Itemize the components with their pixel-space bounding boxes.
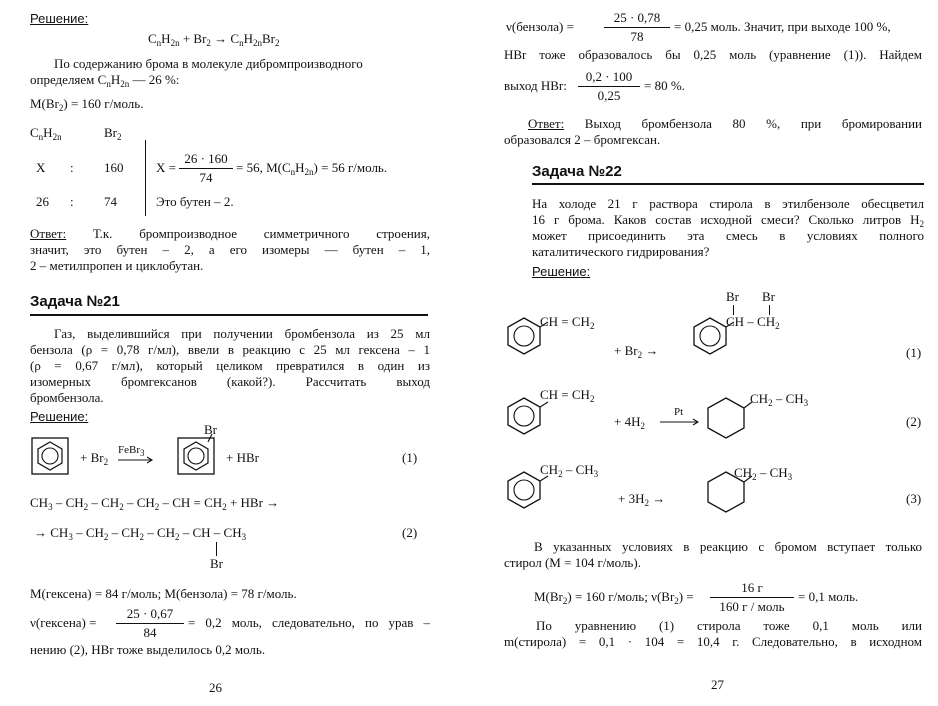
nu-hexene-line2: нению (2), HBr тоже выделилось 0,2 моль.: [30, 642, 266, 657]
page-number: 26: [209, 680, 222, 695]
bond-line: [216, 542, 217, 556]
cyclohexane-ring-icon: [702, 394, 750, 442]
hbr-line: HBr тоже образовалось бы 0,25 моль (уравнение (1)). Найдем: [504, 47, 922, 62]
mbr2-fraction: [710, 580, 794, 616]
equation-number: (3): [906, 491, 922, 506]
solution-label: Решение:: [30, 11, 89, 26]
title-underline: [532, 183, 924, 185]
task-text-line: может присоединить эта смесь в условиях полного: [532, 228, 924, 243]
eq2-line2: → $CH_3 - CH_2 - CH_2 - CH_2$ – CH – $CH_3$: [34, 525, 247, 542]
fraction-denominator: 84: [143, 625, 157, 640]
task-text-line: каталитического гидрирования?: [532, 244, 710, 259]
r3-reagent: + $3H_2$ →: [618, 491, 666, 508]
reaction-arrow-icon: [660, 418, 702, 426]
answer-label: Ответ:: [528, 116, 565, 131]
r1-substituent: CH = $CH_2$: [540, 314, 595, 331]
final-line: m(стирола) = 0,1 · 104 = 10,4 г. Следовательно, в исходном: [504, 634, 922, 649]
nu-hexene-fraction: [116, 606, 184, 642]
nu-hexene-prefix: ν(гексена) =: [30, 615, 97, 630]
nu-benzene-fraction: [604, 10, 670, 46]
butene-note: Это бутен – 2.: [156, 194, 234, 209]
table-divider: [145, 140, 146, 216]
equation-number: (2): [906, 414, 922, 429]
table-head-alkene: $C_nH_{2n}$: [30, 125, 62, 142]
yield-rest: = 80 %.: [644, 78, 685, 93]
r1-bromine-a: Br: [726, 289, 739, 304]
table-cell: 160: [104, 160, 124, 175]
yield-prefix: выход HBr:: [504, 78, 567, 93]
answer-label: Ответ:: [30, 226, 67, 241]
molar-masses: M(гексена) = 84 г/моль; M(бензола) = 78 г/моль.: [30, 586, 297, 601]
table-cell: X: [36, 160, 46, 175]
nu-benzene-rest: = 0,25 моль. Значит, при выходе 100 %,: [674, 19, 891, 34]
conditions-line: В указанных условиях в реакцию с бромом вступает только: [534, 539, 922, 554]
r2-product-chain: $CH_2 - CH_3$: [750, 391, 809, 408]
fraction-numerator: 25 · 0,67: [126, 606, 174, 621]
catalyst-label: FeBr$_3$: [118, 444, 145, 458]
r2-reagent: + $4H_2$: [614, 414, 645, 431]
answer-line: значит, это бутен – 2, а его изомеры — бутен – 1,: [30, 242, 430, 257]
answer-line: образовался 2 – бромгексан.: [504, 132, 661, 147]
left-page: [0, 0, 462, 706]
task-text-line: бромбензола.: [30, 390, 104, 405]
table-cell: 26: [36, 194, 49, 209]
x-result: = 56, $M(C_nH_{2n}) = 56$ г/моль.: [236, 160, 388, 177]
table-cell: 74: [104, 194, 117, 209]
x-fraction: [179, 151, 233, 187]
task-text-line: бензола (ρ = 0,78 г/мл), ввели в реакцию с 25 мл гексена – 1: [30, 342, 430, 357]
paragraph-line: определяем $C_nH_{2n}$ — 26 %:: [30, 72, 180, 89]
eq2-bromine: Br: [210, 556, 223, 571]
nu-hexene-rest: = 0,2 моль, следовательно, по урав –: [188, 615, 430, 630]
equation-number: (1): [906, 345, 922, 360]
title-underline: [30, 314, 428, 316]
table-cell: :: [70, 194, 74, 209]
right-page: [470, 0, 938, 706]
task-22-title: Задача №22: [532, 163, 622, 180]
nu-benzene-prefix: ν(бензола) =: [506, 19, 574, 34]
eq1-plus-bromine: + $Br_2$: [80, 450, 109, 467]
equation-number: (1): [402, 450, 418, 465]
table-head-bromine: $Br_2$: [104, 125, 122, 142]
paragraph-line: По содержанию брома в молекуле дибромпроизводного: [54, 56, 363, 71]
r3-substituent: $CH_2 - CH_3$: [540, 462, 599, 479]
solution-label: Решение:: [532, 264, 591, 279]
eq2-line1: $CH_3 - CH_2 - CH_2 - CH_2$ – CH = $CH_2$ + HBr →: [30, 495, 280, 512]
mbr2-rest: = 0,1 моль.: [798, 589, 859, 604]
r1-reagent: + $Br_2$ →: [614, 343, 659, 360]
r2-substituent: CH = $CH_2$: [540, 387, 595, 404]
r1-product-chain: CH – $CH_2$: [726, 314, 780, 331]
fraction-numerator: 25 · 0,78: [613, 10, 661, 25]
bromine-molar-mass: $M(Br_2) = 160$ г/моль.: [30, 96, 144, 113]
answer-line: Ответ: Выход бромбензола 80 %, при бромировании: [528, 116, 922, 131]
fraction-numerator: 26 · 160: [184, 151, 228, 166]
task-text-line: (ρ = 0,67 г/мл), который целиком превратился в один из: [30, 358, 430, 373]
fraction-denominator: 74: [199, 170, 213, 185]
equation-number: (2): [402, 525, 418, 540]
fraction-denominator: 78: [630, 29, 644, 44]
fraction-denominator: 160 г / моль: [719, 599, 785, 614]
bromine-substituent: Br: [204, 422, 217, 437]
r3-product-chain: $CH_2 - CH_3$: [734, 465, 793, 482]
task-text-line: На холоде 21 г раствора стирола в этилбензоле обесцветил: [532, 196, 924, 211]
benzene-ring-icon: [30, 436, 70, 476]
eq1-hbr: + HBr: [226, 450, 259, 465]
table-cell: :: [70, 160, 74, 175]
reaction-arrow-icon: [118, 456, 156, 464]
task-21-title: Задача №21: [30, 293, 120, 310]
answer-line: Ответ: Т.к. бромпроизводное симметричного строения,: [30, 226, 430, 241]
task-text-line: Газ, выделившийся при получении бромбензола из 25 мл: [54, 326, 430, 341]
task-text-line: 16 г брома. Каков состав исходной смеси? Сколько литров $H_2$: [532, 212, 924, 229]
solution-label: Решение:: [30, 409, 89, 424]
answer-line: 2 – метилпропен и циклобутан.: [30, 258, 204, 273]
bromobenzene-ring-icon: [176, 436, 216, 476]
task-text-line: изомерных бромгексанов (какой?). Рассчитать выход: [30, 374, 430, 389]
fraction-denominator: 0,25: [597, 88, 621, 103]
x-equation-prefix: X =: [156, 160, 176, 175]
conditions-line: стирол (M = 104 г/моль).: [504, 555, 641, 570]
reaction-alkene-bromination: $C_nH_{2n} + Br_2 \to C_nH_{2n}Br_2$: [148, 31, 280, 48]
fraction-numerator: 0,2 · 100: [585, 69, 633, 84]
yield-fraction: [578, 69, 640, 105]
mbr2-prefix: $M(Br_2) = 160$ г/моль; $\nu(Br_2)$ =: [534, 589, 694, 606]
fraction-numerator: 16 г: [741, 580, 763, 595]
page-number: 27: [711, 677, 724, 692]
catalyst-label: Pt: [674, 406, 684, 418]
final-line: По уравнению (1) стирола тоже 0,1 моль или: [536, 618, 922, 633]
r1-bromine-b: Br: [762, 289, 775, 304]
